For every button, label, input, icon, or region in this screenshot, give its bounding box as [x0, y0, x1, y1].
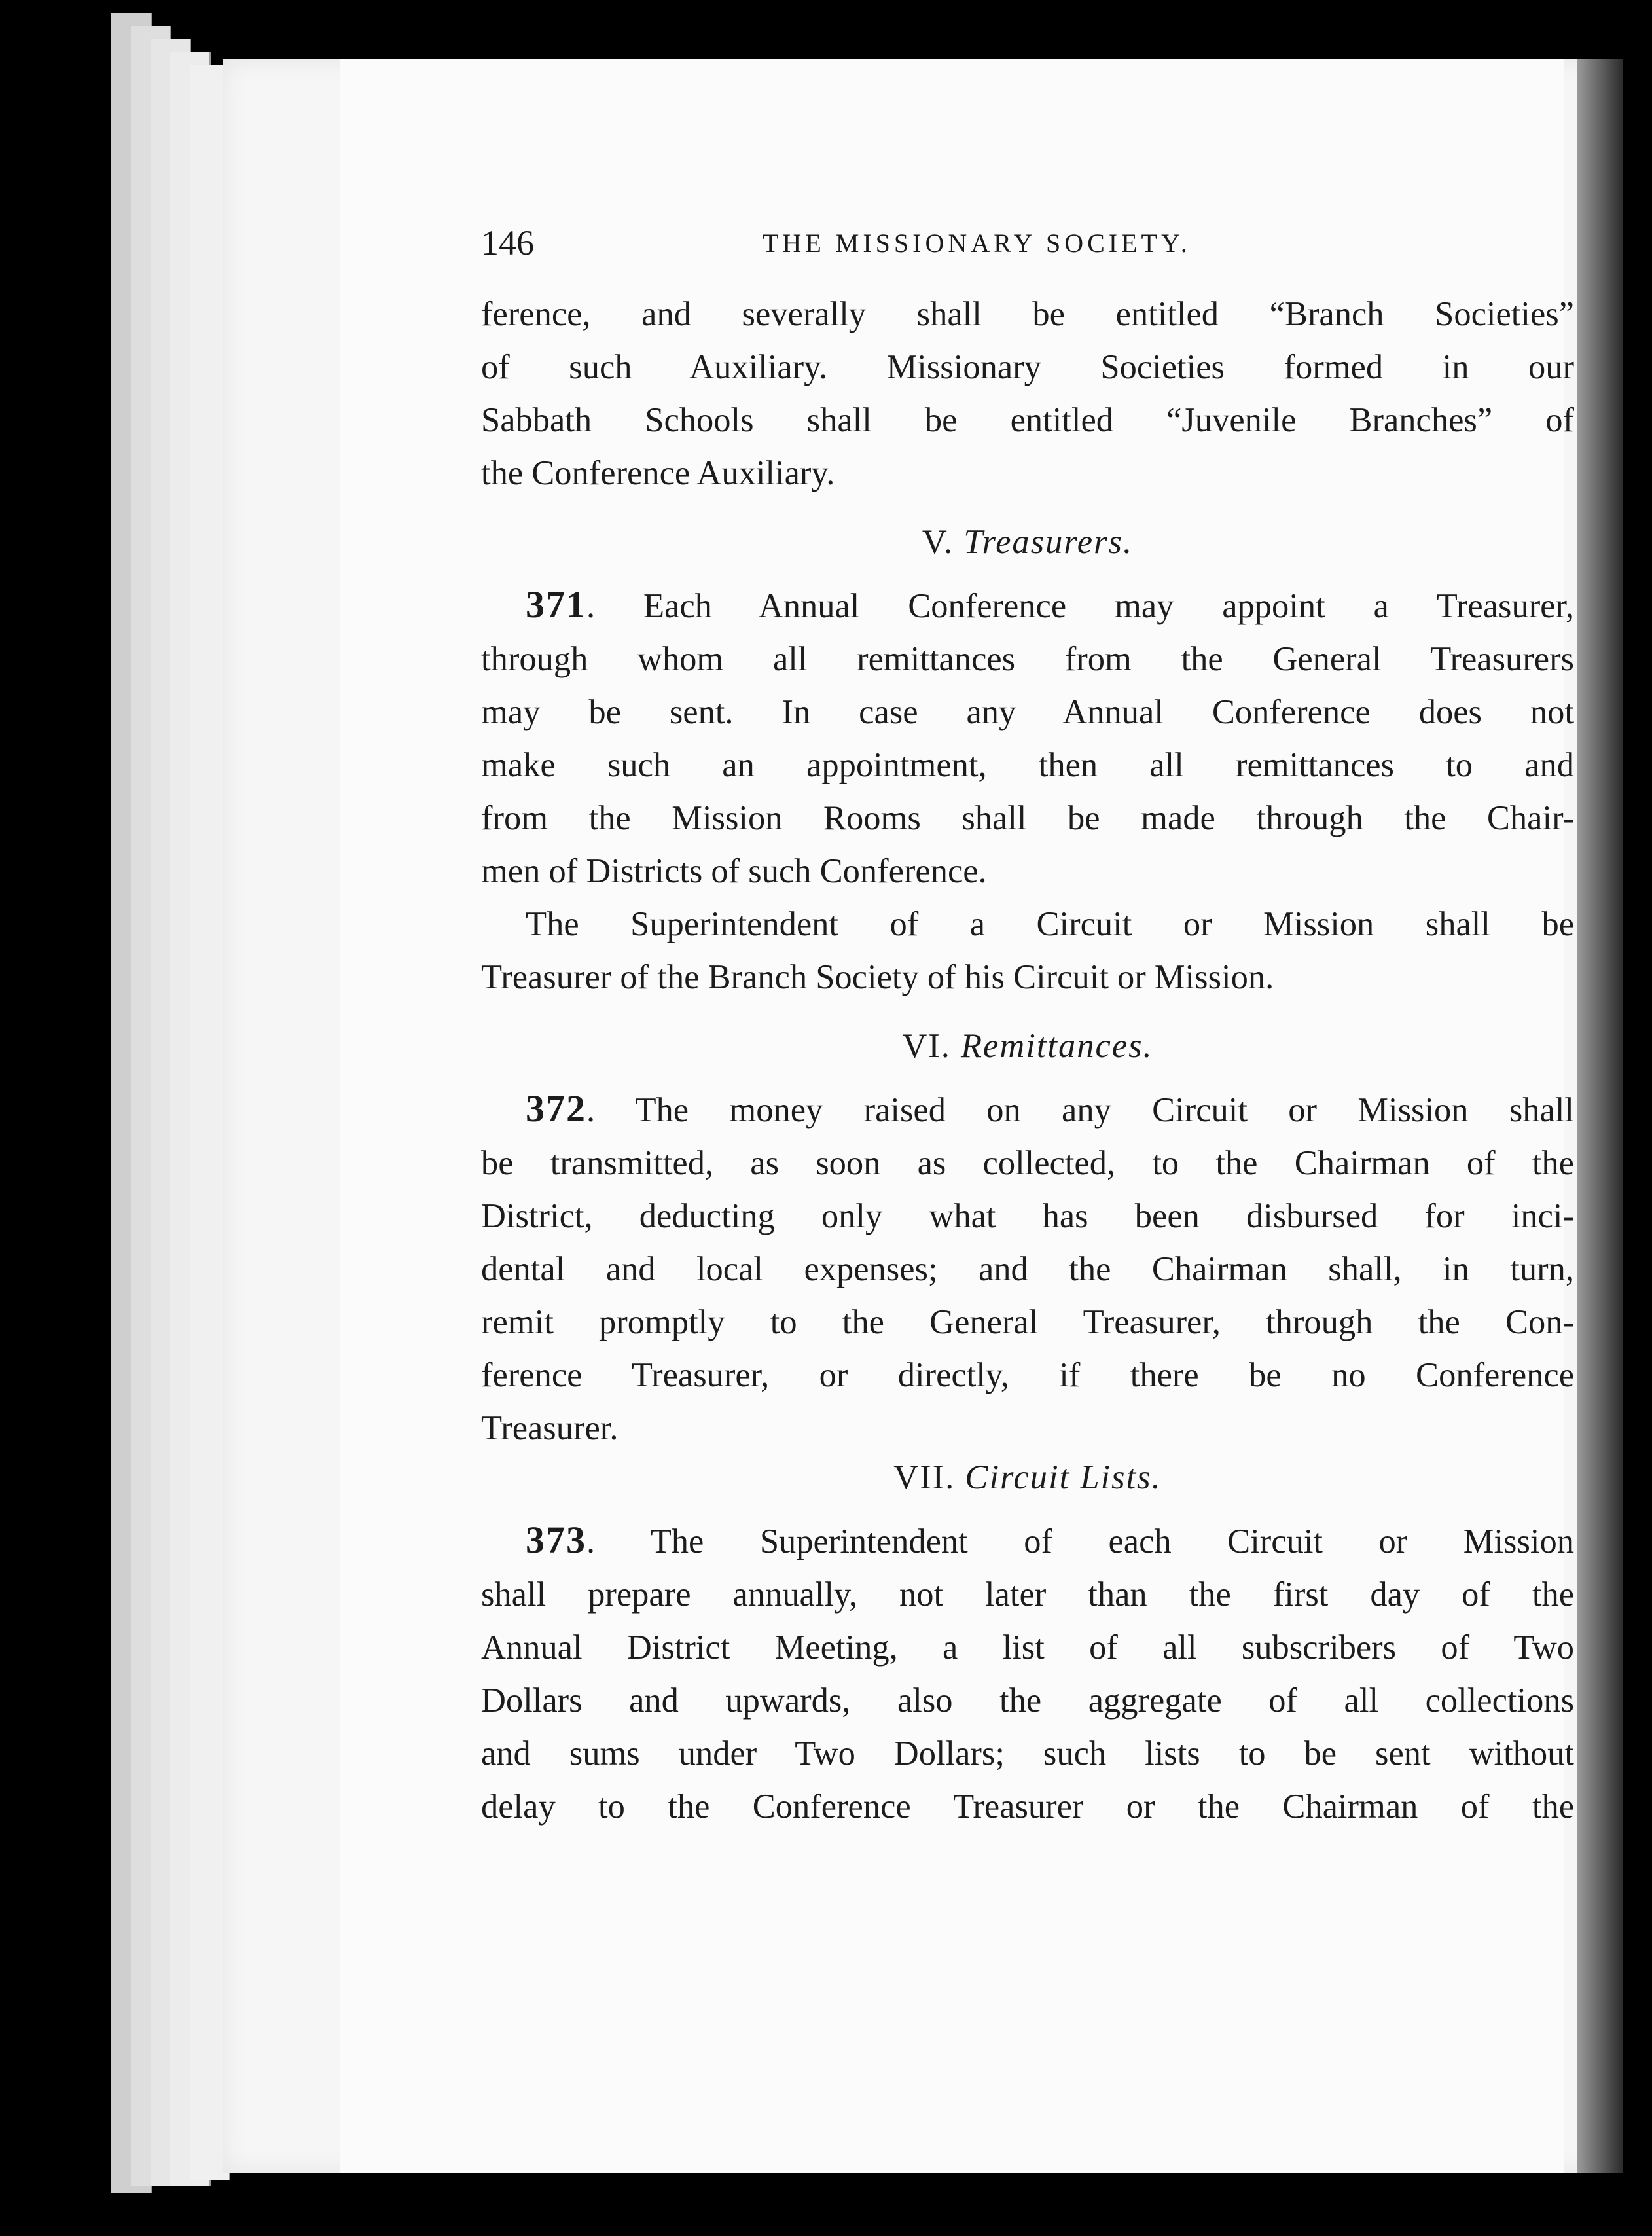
text-line: the Conference Auxiliary.	[481, 454, 835, 492]
paragraph-373	[481, 1513, 1574, 1833]
page-title: THE MISSIONARY SOCIETY.	[763, 228, 1191, 258]
binding-shadow	[1577, 59, 1623, 2173]
text-line: may be sent. In case any Annual Conference does not	[481, 693, 1574, 731]
text-line: 372. The money raised on any Circuit or Mission shall	[526, 1087, 1574, 1130]
text-line: Treasurer of the Branch Society of his Circuit or Mission.	[481, 958, 1274, 996]
text-line: shall prepare annually, not later than the first day of the	[481, 1576, 1574, 1614]
text-line: 373. The Superintendent of each Circuit or Mission	[526, 1519, 1574, 1561]
paragraph-number: 373	[526, 1519, 586, 1561]
section-title: Remittances.	[960, 1027, 1153, 1065]
paragraph-372	[481, 1082, 1574, 1455]
section-heading-remittances	[481, 1020, 1574, 1073]
text-line: and sums under Two Dollars; such lists to be sent without	[481, 1735, 1574, 1773]
text-line: dental and local expenses; and the Chairman shall, in turn,	[481, 1250, 1574, 1288]
section-heading-circuit-lists	[481, 1451, 1574, 1504]
paragraph-number: 372	[526, 1087, 586, 1130]
text-line: through whom all remittances from the General Treasurers	[481, 640, 1574, 678]
section-title: Circuit Lists.	[965, 1458, 1162, 1496]
paragraph-number: 371	[526, 583, 586, 626]
page-number: 146	[481, 223, 534, 262]
text-line: Treasurer.	[481, 1409, 619, 1447]
text-line: be transmitted, as soon as collected, to the Chairman of the	[481, 1144, 1574, 1182]
text-line: of such Auxiliary. Missionary Societies formed in our	[481, 348, 1574, 386]
text-line: from the Mission Rooms shall be made through the Chair-	[481, 799, 1574, 837]
text-line: District, deducting only what has been disbursed for inci-	[481, 1197, 1574, 1235]
text-line: remit promptly to the General Treasurer, through the Con-	[481, 1303, 1574, 1341]
body-text	[481, 288, 1574, 1833]
section-heading-treasurers	[481, 516, 1574, 569]
running-head	[481, 223, 1581, 275]
section-numeral: VII.	[893, 1458, 956, 1496]
text-line: The Superintendent of a Circuit or Mission shall be	[526, 905, 1574, 943]
text-line: make such an appointment, then all remittances to and	[481, 746, 1574, 784]
section-numeral: V.	[922, 523, 954, 561]
paragraph-371-continued	[481, 898, 1574, 1004]
text-line: men of Districts of such Conference.	[481, 852, 987, 890]
intro-paragraph	[481, 288, 1574, 500]
section-numeral: VI.	[902, 1027, 951, 1065]
section-title: Treasurers.	[963, 523, 1134, 561]
text-line: ference Treasurer, or directly, if there be no Conference	[481, 1356, 1574, 1394]
text-line: Dollars and upwards, also the aggregate of all collections	[481, 1682, 1574, 1720]
text-line: Annual District Meeting, a list of all subscribers of Two	[481, 1629, 1574, 1667]
text-line: ference, and severally shall be entitled “Branch Societies”	[481, 295, 1574, 333]
text-line: delay to the Conference Treasurer or the Chairman of the	[481, 1788, 1574, 1826]
text-line: Sabbath Schools shall be entitled “Juvenile Branches” of	[481, 401, 1574, 439]
paragraph-371	[481, 578, 1574, 898]
text-line: 371. Each Annual Conference may appoint a Treasurer,	[526, 583, 1574, 626]
